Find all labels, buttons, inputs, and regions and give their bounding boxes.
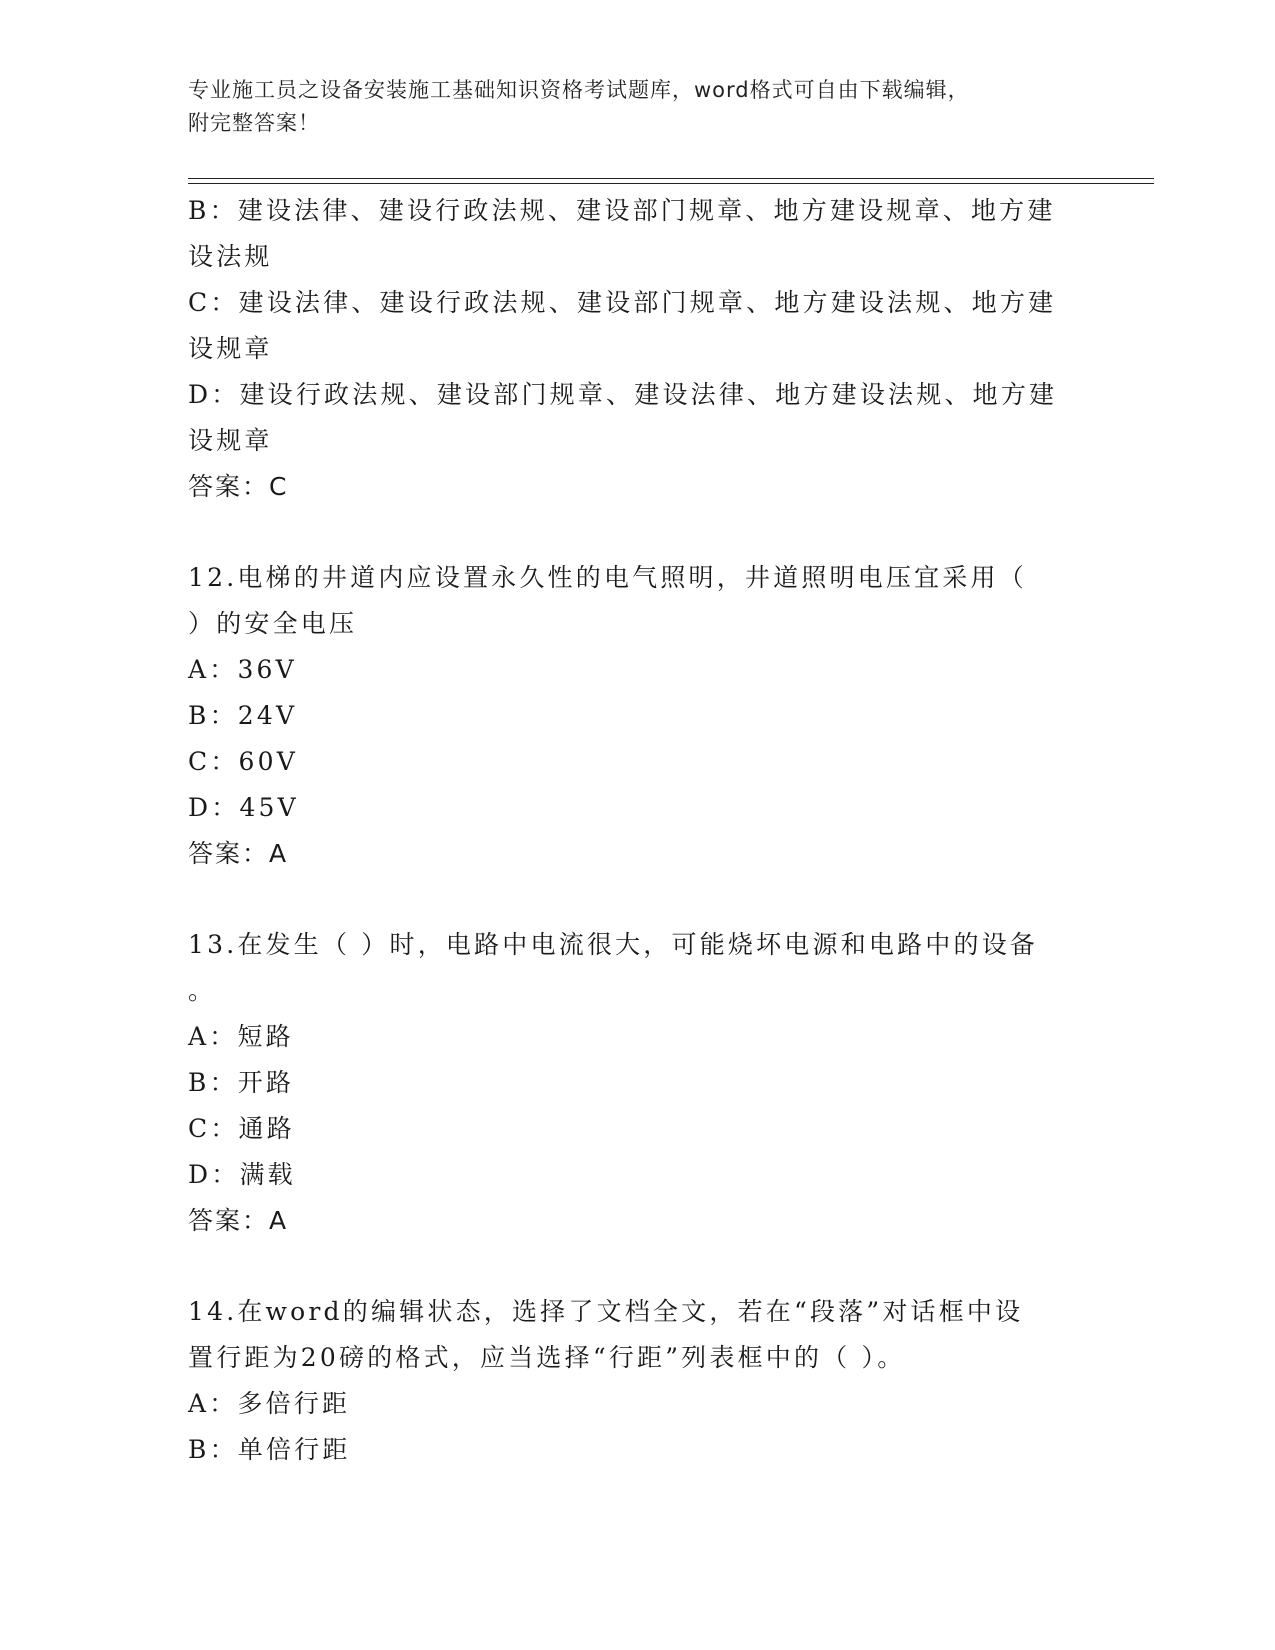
answer-line: 答案：A [188, 839, 289, 868]
option-c-line-1: C：建设法律、建设行政法规、建设部门规章、地方建设法规、地方建 [188, 288, 1057, 317]
question-stem-line-2: 置行距为20磅的格式，应当选择“行距”列表框中的（ ）。 [188, 1343, 906, 1372]
option-d: D：45V [188, 793, 299, 822]
header-rule-bottom [188, 183, 1154, 184]
option-a: A：36V [188, 655, 297, 684]
option-b-line-2: 设法规 [188, 242, 273, 271]
option-c: C：60V [188, 747, 298, 776]
option-c: C：通路 [188, 1114, 295, 1143]
option-b: B：开路 [188, 1068, 295, 1097]
answer-line: 答案：C [188, 472, 289, 501]
document-header [188, 74, 1058, 140]
option-b: B：24V [188, 701, 298, 730]
question-stem-line-1: 12.电梯的井道内应设置永久性的电气照明，井道照明电压宜采用（ [188, 563, 1027, 592]
option-d-line-1: D：建设行政法规、建设部门规章、建设法律、地方建设法规、地方建 [188, 380, 1058, 409]
question-stem-line-2: ）的安全电压 [188, 609, 358, 638]
question-13 [188, 922, 1088, 1244]
option-a: A：短路 [188, 1022, 294, 1051]
question-12 [188, 555, 1088, 877]
prev-question [188, 188, 1088, 510]
option-a: A：多倍行距 [188, 1389, 351, 1418]
header-line-2: 附完整答案！ [188, 111, 320, 135]
question-stem-line-1: 14.在word的编辑状态，选择了文档全文，若在“段落”对话框中设 [188, 1297, 1024, 1326]
spacer [188, 877, 1088, 922]
question-body [188, 188, 1088, 1473]
header-line-1: 专业施工员之设备安装施工基础知识资格考试题库，word格式可自由下载编辑， [188, 78, 970, 102]
option-b: B：单倍行距 [188, 1435, 351, 1464]
option-d-line-2: 设规章 [188, 426, 273, 455]
option-d: D：满载 [188, 1160, 296, 1189]
question-stem-line-1: 13.在发生（ ）时，电路中电流很大，可能烧坏电源和电路中的设备 [188, 930, 1039, 959]
question-14 [188, 1289, 1088, 1473]
question-stem-line-2: 。 [188, 976, 217, 1005]
answer-line: 答案：A [188, 1206, 289, 1235]
spacer [188, 1244, 1088, 1289]
option-b-line-1: B：建设法律、建设行政法规、建设部门规章、地方建设规章、地方建 [188, 196, 1056, 225]
header-rule-top [188, 178, 1154, 179]
option-c-line-2: 设规章 [188, 334, 273, 363]
spacer [188, 510, 1088, 555]
